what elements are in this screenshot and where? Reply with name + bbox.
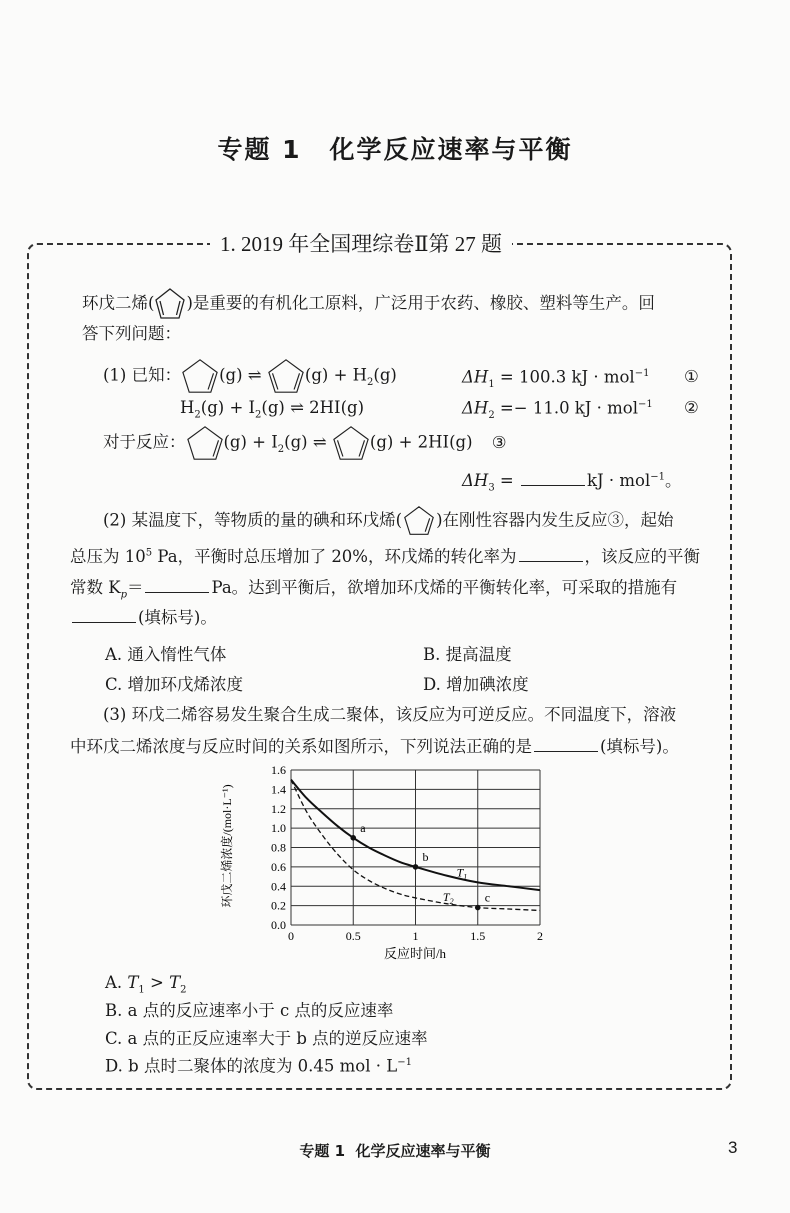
y-tick-label: 0.6	[271, 859, 286, 874]
part3-line-2	[70, 737, 679, 756]
r3-label: 对于反应：	[103, 432, 186, 452]
intro-line-1	[82, 287, 655, 321]
chart-ticks	[271, 763, 543, 943]
p3-optA-gt: >	[144, 973, 170, 992]
p2-l2-b: Pa，平衡时总压增加了 20%，环戊烯的转化率为	[152, 547, 517, 566]
dh1-exp: −1	[634, 368, 650, 379]
delta-h3	[462, 471, 681, 493]
series-label-t2: $T_2$	[442, 889, 454, 906]
cyclopentene-structure-icon	[181, 358, 219, 394]
eq-mark-1: ①	[684, 367, 699, 386]
series-label-t1-sub: 1	[463, 872, 468, 882]
data-point-label-a: a	[360, 820, 366, 835]
r2-c: (g) ⇌ 2HI(g)	[261, 398, 365, 417]
p2-l4: (填标号)。	[138, 608, 217, 627]
delta-h1	[462, 369, 649, 390]
part2-option-b: B. 提高温度	[423, 645, 512, 664]
p2-l3-sub: p	[120, 589, 127, 601]
eq-mark-3: ③	[491, 432, 507, 452]
chapter-title	[0, 130, 790, 166]
part3-option-d	[105, 1058, 412, 1075]
p3-optD-exp: −1	[397, 1057, 412, 1068]
p2-l3-b: ＝	[126, 578, 144, 597]
r2-a: H	[180, 398, 195, 417]
p2-l3-c: Pa。达到平衡后，欲增加环戊烯的平衡转化率，可采取的措施有	[211, 578, 678, 597]
part3-option-b: B. a 点的反应速率小于 c 点的反应速率	[105, 1001, 394, 1020]
chapter-number: 专题 1	[217, 135, 302, 164]
p2-l1-b: )在刚性容器内发生反应③，起始	[436, 510, 674, 530]
series-label-t1: $T_1$	[456, 865, 468, 882]
problem-header: 1. 2019 年全国理综卷Ⅱ第 27 题	[210, 228, 512, 258]
p2-l2-a: 总压为 10	[70, 547, 146, 566]
p2-l3-a: 常数 K	[70, 578, 121, 597]
chart-points	[350, 821, 490, 911]
eq-mark-2: ②	[684, 398, 699, 417]
delta-h2	[462, 400, 653, 421]
part2-line-4	[70, 608, 217, 627]
reaction-3: 对于反应： $(g) + I_2(g)$ ⇌ (g) + 2HI(g) ③	[103, 425, 507, 461]
p3-optD-text: D. b 点时二聚体的浓度为 0.45 mol · L	[105, 1056, 398, 1076]
answer-blank-conversion[interactable]	[519, 547, 583, 562]
part2-option-a: A. 通入惰性气体	[105, 645, 227, 664]
footer-chapter-name: 化学反应速率与平衡	[355, 1142, 491, 1160]
part2-option-c: C. 增加环戊烯浓度	[105, 675, 244, 694]
dh3-exp: −1	[650, 471, 665, 483]
cyclopentadiene-structure-icon	[332, 425, 370, 461]
part2-option-d: D. 增加碘浓度	[423, 675, 529, 694]
data-point-b	[413, 864, 419, 870]
p3-optA-t2: T	[169, 973, 181, 992]
p3-optA-s1: 1	[138, 984, 145, 996]
part2-line-1	[103, 505, 674, 537]
part2-line-2	[70, 547, 700, 566]
intro-text-b: )是重要的有机化工原料，广泛用于农药、橡胶、塑料等生产。回	[186, 293, 655, 313]
intro-line-2: 答下列问题：	[82, 324, 181, 343]
dh2-label: ΔH	[462, 398, 489, 418]
p3-l2-a: 中环戊二烯浓度与反应时间的关系如图所示，下列说法正确的是	[70, 737, 532, 756]
r1-end: (g)	[373, 365, 397, 385]
x-tick-label: 0	[288, 929, 294, 943]
dh2-exp: −1	[638, 399, 653, 410]
part3-option-c: C. a 点的正反应速率大于 b 点的逆反应速率	[105, 1029, 428, 1048]
r1-products: (g) + H	[304, 365, 368, 385]
p3-l2-b: (填标号)。	[600, 737, 679, 756]
answer-blank-kp[interactable]	[145, 578, 209, 593]
part3-line-1: (3) 环戊二烯容易发生聚合生成二聚体，该反应为可逆反应。不同温度下，溶液	[103, 705, 677, 724]
x-tick-label: 1	[412, 929, 419, 943]
r2-b: (g) + I	[200, 398, 256, 417]
data-point-c	[475, 905, 481, 911]
p2-l2-exp: 5	[145, 547, 153, 559]
p3-optA-t1: T	[127, 973, 139, 992]
answer-blank-dh3[interactable]	[521, 471, 585, 486]
answer-blank-part3[interactable]	[534, 737, 598, 752]
intro-text-a: 环戊二烯(	[82, 293, 155, 313]
y-tick-label: 0.4	[271, 879, 286, 894]
part2-line-3	[70, 578, 677, 600]
cyclopentene-structure-icon	[402, 505, 436, 537]
y-tick-label: 0.0	[271, 918, 286, 932]
dh1-value: = 100.3 kJ · mol	[494, 367, 635, 387]
cyclopentadiene-structure-icon	[154, 287, 186, 321]
x-tick-label: 2	[537, 929, 543, 943]
part1-label: (1) 已知：	[103, 365, 182, 385]
p3-optA-s2: 2	[180, 984, 187, 996]
footer-chapter-number: 专题 1	[299, 1142, 346, 1160]
y-tick-label: 1.4	[271, 782, 286, 797]
dh2-sub: 2	[488, 409, 495, 421]
y-tick-label: 0.2	[271, 898, 286, 913]
x-axis-label: 反应时间/h	[383, 946, 447, 961]
dh1-label: ΔH	[462, 367, 489, 387]
data-point-label-b: b	[422, 849, 429, 864]
r1-arrow: (g) ⇌	[219, 365, 267, 385]
page-number: 3	[728, 1138, 738, 1157]
reaction-2: $H_2(g) + I_2(g)$ ⇌ 2HI(g)	[180, 398, 365, 421]
cyclopentene-structure-icon	[186, 425, 224, 461]
page-footer	[0, 1140, 790, 1161]
series-label-t2-sub: 2	[449, 896, 454, 906]
dh2-value: =− 11.0 kJ · mol	[494, 398, 639, 418]
dh3-end: 。	[664, 471, 682, 490]
data-point-label-c: c	[484, 890, 491, 905]
concentration-time-chart	[218, 762, 568, 962]
dh1-sub: 1	[488, 378, 495, 390]
p2-l1-a: (2) 某温度下，等物质的量的碘和环戊烯(	[103, 510, 403, 530]
y-tick-label: 0.8	[271, 840, 286, 855]
y-tick-label: 1.2	[271, 801, 286, 816]
answer-blank-measures[interactable]	[72, 608, 136, 623]
dh3-sub: 3	[488, 482, 495, 494]
dh3-label: ΔH	[462, 471, 489, 490]
dh3-unit: kJ · mol	[587, 471, 651, 490]
reaction-1: (1) 已知： (g) ⇌ $(g) + H_2(g)$	[103, 358, 397, 394]
chart-grid	[291, 770, 540, 925]
part3-option-a	[105, 975, 187, 995]
r3-end: (g) + 2HI(g)	[369, 432, 473, 452]
r3-arrow: (g) ⇌	[284, 432, 332, 452]
y-axis-label: 环戊二烯浓度/(mol·L⁻¹)	[220, 784, 234, 908]
chapter-name: 化学反应速率与平衡	[329, 135, 573, 164]
x-tick-label: 1.5	[470, 929, 486, 943]
data-point-a	[350, 835, 356, 841]
x-tick-label: 0.5	[345, 929, 361, 943]
y-tick-label: 1.0	[271, 821, 286, 836]
y-tick-label: 1.6	[271, 763, 286, 777]
p2-l2-c: ，该反应的平衡	[584, 547, 700, 566]
cyclopentadiene-structure-icon	[267, 358, 305, 394]
p3-optA-label: A.	[105, 973, 128, 992]
r3-mid: (g) + I	[223, 432, 278, 452]
dh3-eq: =	[494, 471, 520, 490]
